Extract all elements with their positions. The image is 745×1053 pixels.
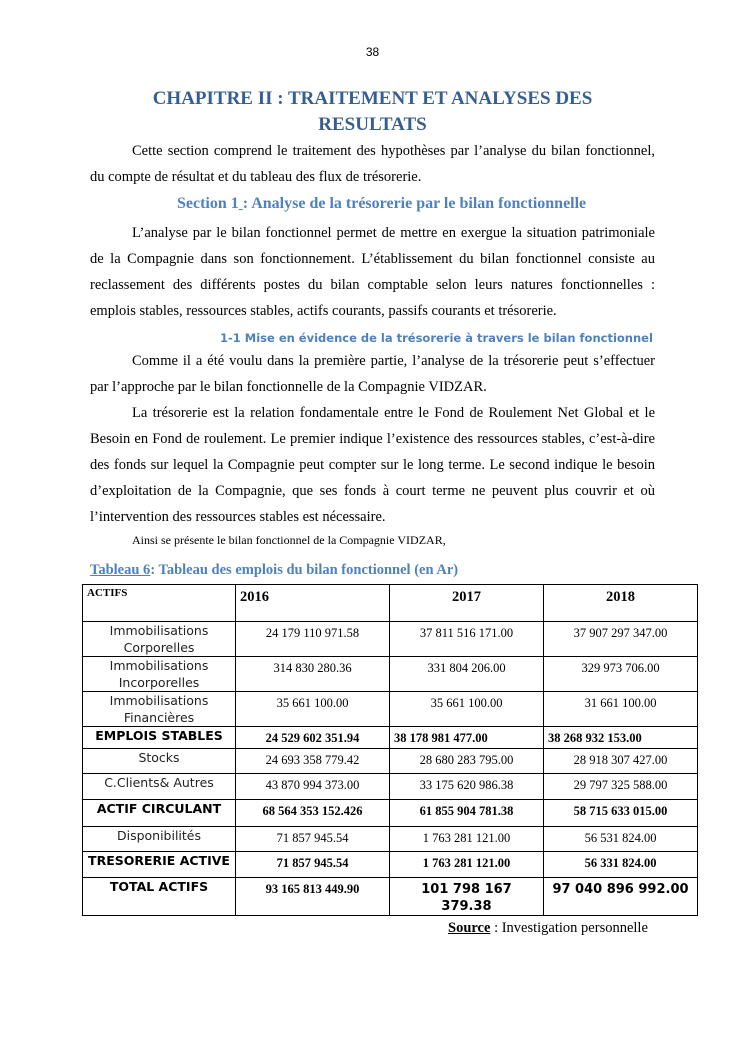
- cell-value: 35 661 100.00: [236, 692, 390, 727]
- cell-value: 93 165 813 449.90: [236, 878, 390, 916]
- row-label: TOTAL ACTIFS: [83, 878, 236, 916]
- row-label: TRESORERIE ACTIVE: [83, 852, 236, 878]
- header-2017: 2017: [390, 585, 544, 622]
- paragraph-3-text: La trésorerie est la relation fondamentale entre le Fond de Roulement Net Global et le Besoin en Fond de roulement. Le premier indique l’existence des ressources stables, c’est-à-dire des fonds sur lequel la Compagnie peut compter sur le long terme. Le second indique le besoin d’exploitation de la Compagnie, que ses fonds à court terme ne peuvent plus couvrir et où l’intervention des ressources stables est nécessaire.: [90, 405, 655, 525]
- cell-value: 329 973 706.00: [544, 657, 698, 692]
- intro-text: Cette section comprend le traitement des hypothèses par l’analyse du bilan fonctionnel, du compte de résultat et du tableau des flux de trésorerie.: [90, 143, 655, 185]
- row-label: Disponibilités: [83, 827, 236, 852]
- cell-value: 1 763 281 121.00: [390, 852, 544, 878]
- intro-paragraph: [90, 138, 655, 190]
- table-caption-label: Tableau 6: [90, 562, 151, 578]
- table-row: [83, 827, 698, 852]
- table-row: [83, 657, 698, 692]
- cell-value: 29 797 325 588.00: [544, 774, 698, 800]
- cell-value: 38 268 932 153.00: [544, 727, 698, 749]
- cell-value: 28 918 307 427.00: [544, 749, 698, 774]
- cell-value: 101 798 167 379.38: [390, 878, 544, 916]
- chapter-title: CHAPITRE II : TRAITEMENT ET ANALYSES DES RESULTATS: [152, 88, 593, 135]
- table-row: [83, 878, 698, 916]
- cell-value: 43 870 994 373.00: [236, 774, 390, 800]
- cell-value: 24 529 602 351.94: [236, 727, 390, 749]
- paragraph-1-text: L’analyse par le bilan fonctionnel permet de mettre en exergue la situation patrimoniale de la Compagnie dans son fonctionnement. L’établissement du bilan fonctionnel consiste au reclassement des différents postes du bilan comptable selon leurs natures fonctionnelles : emplois stables, ressources stables, actifs courants, passifs courants et trésorerie.: [90, 225, 655, 319]
- paragraph-4: Ainsi se présente le bilan fonctionnel de la Compagnie VIDZAR,: [132, 533, 446, 547]
- header-2018: 2018: [544, 585, 698, 622]
- source-label: Source: [448, 920, 491, 936]
- table-body: [83, 622, 698, 916]
- table-header-row: [83, 585, 698, 622]
- table-caption: [90, 560, 745, 580]
- cell-value: 37 811 516 171.00: [390, 622, 544, 657]
- paragraph-2-text: Comme il a été voulu dans la première partie, l’analyse de la trésorerie peut s’effectuer par l’approche par le bilan fonctionnelle de la Compagnie VIDZAR.: [90, 353, 655, 395]
- source-text: : Investigation personnelle: [490, 920, 648, 936]
- cell-value: 68 564 353 152.426: [236, 800, 390, 827]
- cell-value: 33 175 620 986.38: [390, 774, 544, 800]
- cell-value: 56 331 824.00: [544, 852, 698, 878]
- table-row: [83, 852, 698, 878]
- table-caption-text: : Tableau des emplois du bilan fonctionnel (en Ar): [150, 562, 459, 578]
- cell-value: 314 830 280.36: [236, 657, 390, 692]
- row-label: C.Clients& Autres: [83, 774, 236, 800]
- emplois-table: [82, 584, 698, 916]
- table-row: [83, 692, 698, 727]
- header-actifs: ACTIFS: [83, 585, 236, 622]
- header-2016: 2016: [236, 585, 390, 622]
- section-number: Section 1: [177, 195, 239, 212]
- table-row: [83, 727, 698, 749]
- row-label: ACTIF CIRCULANT: [83, 800, 236, 827]
- page-number: 38: [365, 45, 380, 59]
- source-note: [448, 918, 745, 938]
- cell-value: 31 661 100.00: [544, 692, 698, 727]
- cell-value: 28 680 283 795.00: [390, 749, 544, 774]
- row-label: Immobilisations Financières: [83, 692, 236, 727]
- table-row: [83, 800, 698, 827]
- row-label: Immobilisations Incorporelles: [83, 657, 236, 692]
- cell-value: 1 763 281 121.00: [390, 827, 544, 852]
- cell-value: 38 178 981 477.00: [390, 727, 544, 749]
- table-row: [83, 622, 698, 657]
- cell-value: 58 715 633 015.00: [544, 800, 698, 827]
- row-label: Stocks: [83, 749, 236, 774]
- cell-value: 24 693 358 779.42: [236, 749, 390, 774]
- paragraph-2: [90, 348, 655, 400]
- cell-value: 56 531 824.00: [544, 827, 698, 852]
- table-row: [83, 749, 698, 774]
- section-heading: [177, 192, 745, 216]
- table-row: [83, 774, 698, 800]
- row-label: Immobilisations Corporelles: [83, 622, 236, 657]
- paragraph-1: [90, 220, 655, 324]
- cell-value: 37 907 297 347.00: [544, 622, 698, 657]
- row-label: EMPLOIS STABLES: [83, 727, 236, 749]
- cell-value: 331 804 206.00: [390, 657, 544, 692]
- cell-value: 71 857 945.54: [236, 827, 390, 852]
- section-title: : Analyse de la trésorerie par le bilan fonctionnelle: [242, 195, 587, 212]
- cell-value: 61 855 904 781.38: [390, 800, 544, 827]
- cell-value: 97 040 896 992.00: [544, 878, 698, 916]
- subsection-heading: 1-1 Mise en évidence de la trésorerie à travers le bilan fonctionnel: [220, 331, 653, 345]
- cell-value: 35 661 100.00: [390, 692, 544, 727]
- paragraph-3: [90, 400, 655, 530]
- cell-value: 71 857 945.54: [236, 852, 390, 878]
- cell-value: 24 179 110 971.58: [236, 622, 390, 657]
